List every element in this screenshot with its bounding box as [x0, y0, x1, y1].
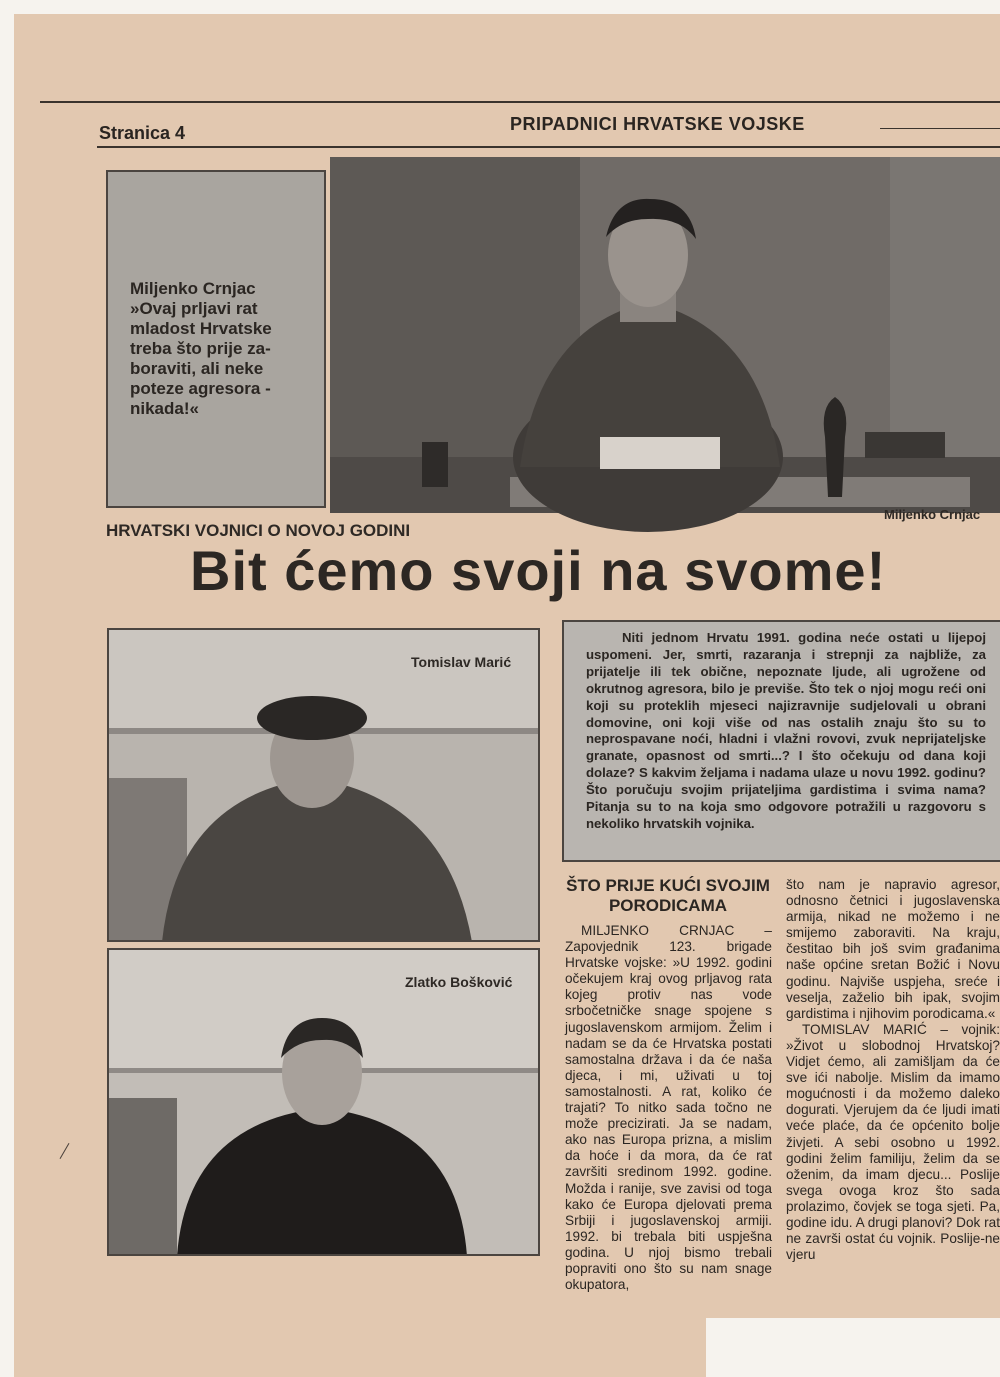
article-column-2 [786, 877, 1000, 1321]
section-title: PRIPADNICI HRVATSKE VOJSKE [510, 114, 805, 134]
intro-box [562, 620, 1000, 862]
pull-quote-text: Miljenko Crnjac »Ovaj prljavi rat mladost Hrvatske treba što prije za- boraviti, ali neke poteze agresora - nikada!« [130, 279, 272, 418]
top-border-rule [40, 101, 1000, 103]
column-1-paragraph: MILJENKO CRNJAC – Zapovjednik 123. brigade Hrvatske vojske: »U 1992. godini očekujem kraj ovog prljavog rata kojeg protiv nas vode srbočetničke snage spojene s jugoslavenskom armijom. Želim i nadam se da će Hrvatska postati samostalna država i da će naša djeca, i mi, uživati u toj samostalnosti. A rat, koliko će trajati? To nitko sada točno ne može precizirati. Ja se nadam, ako nas Europa prizna, a mislim da hoće i da mora, da će rat završiti sredinom 1992. godine. Možda i ranije, sve zavisi od toga kako će Europa djelovati prema Srbiji i jugoslavenskoj armiji. 1992. bi trebala biti uspješna godina. U njoj bismo trebali popraviti ono što su nam snage okupatora, [565, 923, 772, 1293]
column-2-paragraph-2: TOMISLAV MARIĆ – vojnik: »Život u slobodnoj Hrvatskoj? Vidjet ćemo, ali zamišljam da će sve ići nabolje. Mislim da imamo mogućnosti i da možemo daleko dogurati. Vjerujem da će ljudi imati veće plaće, da će općenito bolje živjeti. A sebi osobno u 1992. godini želim familiju, želim da se oženim, da imam djecu... Poslije svega ovoga kroz što sada prolazimo, čovjek se toga sjeti. Pa, godine idu. A drugi planovi? Dok rat ne završi ostat ću vojnik. Poslije-ne vjeru [786, 1021, 1000, 1263]
header-rule [97, 146, 1000, 148]
page-label: Stranica 4 [99, 123, 186, 143]
photo-miljenko-crnjac-image [330, 157, 1000, 513]
pull-quote-box [106, 170, 326, 508]
photo-caption-top: Miljenko Crnjac [884, 507, 981, 522]
column-2-paragraph-1: što nam je napravio agresor, odnosno četnici i jugoslavenska armija, nikad ne možemo i ne smijemo zaboraviti. Na kraju, čestitao bih još svim građanima naše općine sretan Božić i Novu godinu. Najviše uspjeha, sreće i veselja, zaželio bih ipak, svojim gardistima i njihovim porodicama.« [786, 877, 1000, 1021]
headline: Bit ćemo svoji na svome! [190, 539, 887, 602]
photo-caption-middle: Tomislav Marić [411, 654, 512, 670]
torn-corner [706, 1318, 1000, 1377]
article-column-1 [565, 923, 772, 1293]
photo-caption-bottom: Zlatko Bošković [405, 974, 513, 990]
header-rule-right [880, 128, 1000, 129]
photo-miljenko-crnjac [330, 157, 1000, 513]
intro-text: Niti jednom Hrvatu 1991. godina neće ostati u lijepoj uspomeni. Jer, smrti, razaranja i strepnji za najbliže, za prijatelje ili tek obične, nepoznate ljude, ali ugrožene od okrutnog agresora, bilo je previše. Što tek o njoj mogu reći oni koji su proteklih mjeseci najizravnije sudjelovali u obrani domovine, oni koji više od nas ostalih znaju što su to neprospavane noći, hladni i vlažni rovovi, zvuk neprijateljske granate, opasnost od smrti...? I što očekuju od dana koji dolaze? S kakvim željama i nadama ulaze u novu 1992. godinu? Što poručuju svojim prijateljima gardistima i svima nama? Pitanja su to na koja smo odgovore potražili u razgovoru s nekoliko hrvatskih vojnika. [586, 630, 986, 831]
photo-frame-bottom [107, 948, 540, 1256]
headline-kicker: HRVATSKI VOJNICI O NOVOJ GODINI [106, 521, 411, 540]
photo-frame-middle [107, 628, 540, 942]
subheading: ŠTO PRIJE KUĆI SVOJIM PORODICAMA [566, 876, 770, 915]
